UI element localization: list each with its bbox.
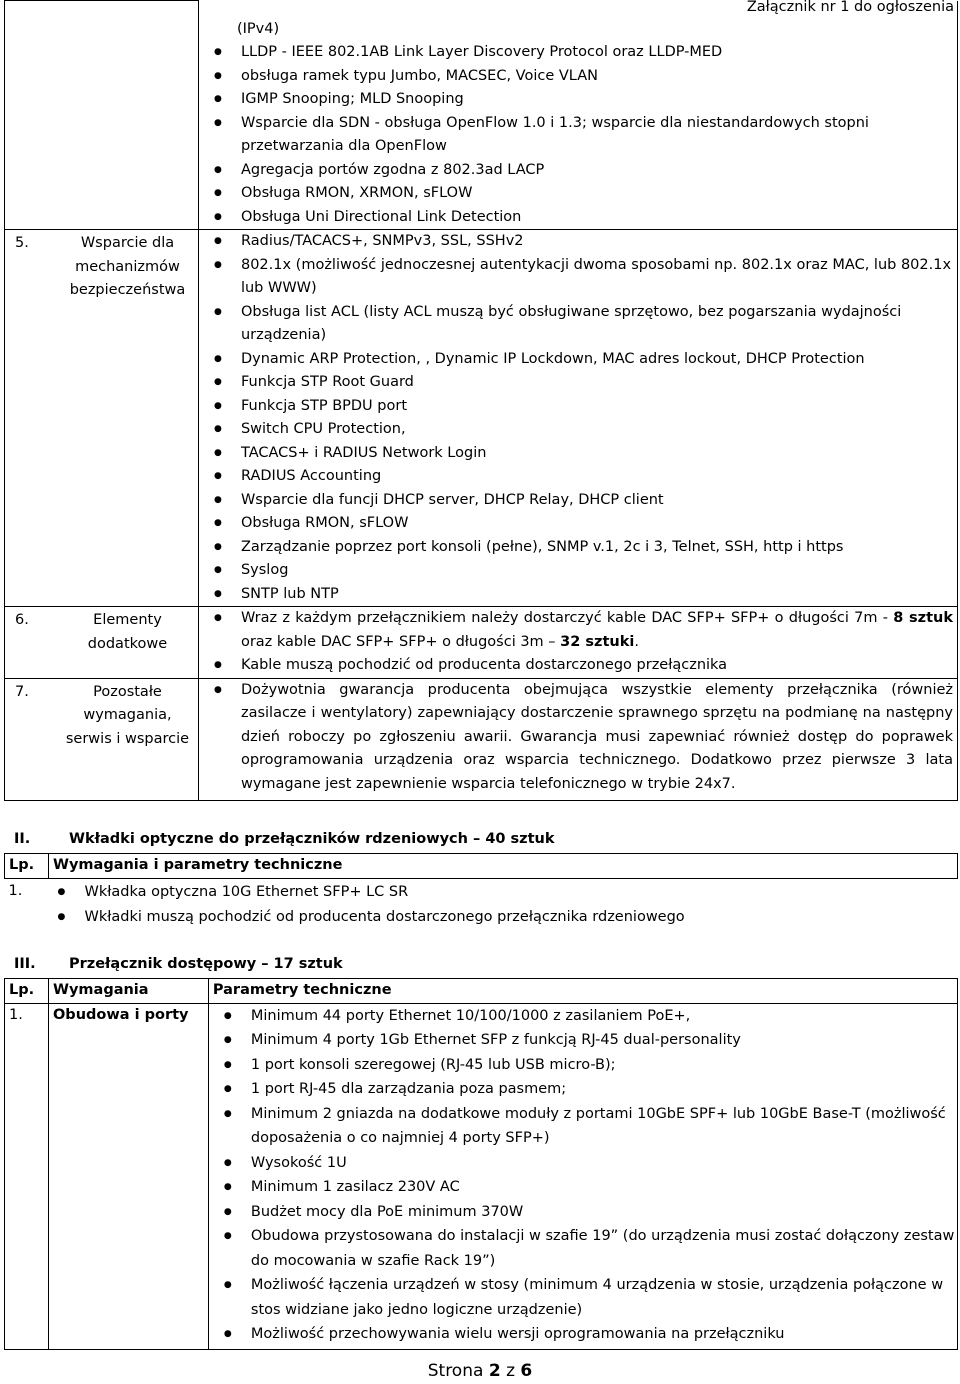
list-item: ● Syslog xyxy=(199,559,957,583)
list-item: ● TACACS+ i RADIUS Network Login xyxy=(199,442,957,466)
row-number: 6. xyxy=(15,612,29,628)
list-item: ● Minimum 2 gniazda na dodatkowe moduły z portami 10GbE SPF+ lub 10GbE Base-T (możliwość doposażenia o co najmniej 4 porty SFP+) xyxy=(209,1102,957,1151)
list-item: ● Wsparcie dla SDN - obsługa OpenFlow 1.0 i 1.3; wsparcie dla niestandardowych stopni przetwarzania dla OpenFlow xyxy=(199,112,957,159)
list-item: ● Budżet mocy dla PoE minimum 370W xyxy=(209,1200,957,1225)
table-row xyxy=(5,230,958,607)
requirements-table-1 xyxy=(4,0,958,801)
list-item: (IPv4) xyxy=(236,20,280,37)
list-item: ● 802.1x (możliwość jednoczesnej autentykacji dwoma sposobami np. 802.1x oraz MAC, lub 802.1x lub WWW) xyxy=(199,254,957,301)
list-item: ● Funkcja STP BPDU port xyxy=(199,395,957,419)
column-header-requirements: Wymagania xyxy=(48,979,208,1004)
page-total: 6 xyxy=(520,1361,533,1381)
list-item: ● IGMP Snooping; MLD Snooping xyxy=(199,88,957,112)
attachment-note: Załącznik nr 1 do ogłoszenia xyxy=(746,0,954,15)
row-number: 1. xyxy=(5,1003,49,1349)
list-item: ● Wsparcie dla funcji DHCP server, DHCP Relay, DHCP client xyxy=(199,489,957,513)
feature-list xyxy=(199,18,957,230)
list-item: ● Wkładki muszą pochodzić od producenta dostarczonego przełącznika rdzeniowego xyxy=(43,905,958,930)
row-number: 5. xyxy=(15,235,29,251)
row-label: Wsparcie dla mechanizmów bezpieczeństwa xyxy=(69,235,186,298)
table-row xyxy=(5,678,958,801)
security-list xyxy=(199,230,957,606)
list-item: ● Dynamic ARP Protection, , Dynamic IP Lockdown, MAC adres lockout, DHCP Protection xyxy=(199,348,957,372)
list-item: ● LLDP - IEEE 802.1AB Link Layer Discovery Protocol oraz LLDP-MED xyxy=(199,41,957,65)
table-row xyxy=(5,1003,958,1349)
requirements-table-2 xyxy=(4,853,958,930)
list-item: ● Możliwość łączenia urządzeń w stosy (minimum 4 urządzenia w stosie, urządzenia połączone w stos widziane jako jedno logiczne urządzenie) xyxy=(209,1273,957,1322)
column-header-parameters: Parametry techniczne xyxy=(208,979,957,1004)
list-item: ● Obudowa przystosowana do instalacji w szafie 19” (do urządzenia musi zostać dołączony zestaw do mocowania w szafie Rack 19”) xyxy=(209,1224,957,1273)
table-row xyxy=(5,878,958,930)
list-item: ● Radius/TACACS+, SNMPv3, SSL, SSHv2 xyxy=(199,230,957,254)
page-footer: Strona 2 z 6 xyxy=(427,1361,533,1381)
requirements-table-3 xyxy=(4,978,958,1350)
list-item: ● RADIUS Accounting xyxy=(199,465,957,489)
column-header-requirements: Wymagania i parametry techniczne xyxy=(48,854,957,879)
list-item: ● Funkcja STP Root Guard xyxy=(199,371,957,395)
extras-list xyxy=(199,607,957,678)
list-item: ● SNTP lub NTP xyxy=(199,583,957,607)
row-label: Elementy dodatkowe xyxy=(87,612,168,652)
table-row xyxy=(5,1,958,230)
row-label: Obudowa i porty xyxy=(48,1003,208,1349)
warranty-text: ● Dożywotnia gwarancja producenta obejmująca wszystkie elementy przełącznika (również zasilacze i wentylatory) zapewniający dostarczenie sprawnego sprzętu na podmianę na następny dzień roboczy po zgłoszeniu awarii. Gwarancja musi zapewniać również dostęp do poprawek oprogramowania urządzenia oraz wsparcia technicznego. Dodatkowo przez pierwsze 3 lata wymagane jest zapewnienie wsparcia telefonicznego w trybie 24x7. xyxy=(199,679,957,797)
list-item: ● Wraz z każdym przełącznikiem należy dostarczyć kable DAC SFP+ SFP+ o długości 7m - 8 sztuk oraz kable DAC SFP+ SFP+ o długości 3m – 32 sztuki. xyxy=(199,607,957,654)
list-item: ● Minimum 1 zasilacz 230V AC xyxy=(209,1175,957,1200)
section-3-heading: III. Przełącznik dostępowy – 17 sztuk xyxy=(14,956,343,972)
table-header-row xyxy=(5,854,958,879)
list-item: ● Wkładka optyczna 10G Ethernet SFP+ LC SR xyxy=(43,880,958,905)
column-header-lp: Lp. xyxy=(5,854,49,879)
row-number: 1. xyxy=(8,882,23,899)
list-item: ● Obsługa list ACL (listy ACL muszą być obsługiwane sprzętowo, bez pogarszania wydajności urządzenia) xyxy=(199,301,957,348)
list-item: ● Obsługa Uni Directional Link Detection xyxy=(199,206,957,230)
optics-list xyxy=(43,880,958,930)
table-header-row xyxy=(5,979,958,1004)
page-number: 2 xyxy=(488,1361,501,1381)
list-item: ● 1 port konsoli szeregowej (RJ-45 lub USB micro-B); xyxy=(209,1053,957,1078)
section-2-heading: II. Wkładki optyczne do przełączników rdzeniowych – 40 sztuk xyxy=(14,831,555,847)
list-item: ● Możliwość przechowywania wielu wersji oprogramowania na przełączniku xyxy=(209,1322,957,1347)
row-label: Pozostałe wymagania, serwis i wsparcie xyxy=(65,683,190,747)
list-item: ● obsługa ramek typu Jumbo, MACSEC, Voice VLAN xyxy=(199,65,957,89)
list-item: ● Switch CPU Protection, xyxy=(199,418,957,442)
list-item: ● Agregacja portów zgodna z 802.3ad LACP xyxy=(199,159,957,183)
list-item: ● Zarządzanie poprzez port konsoli (pełne), SNMP v.1, 2c i 3, Telnet, SSH, http i https xyxy=(199,536,957,560)
list-item: ● Minimum 44 porty Ethernet 10/100/1000 z zasilaniem PoE+, xyxy=(209,1004,957,1029)
row-number: 7. xyxy=(15,683,29,700)
column-header-lp: Lp. xyxy=(5,979,49,1004)
switch-params-list xyxy=(209,1004,957,1347)
list-item: ● Minimum 4 porty 1Gb Ethernet SFP z funkcją RJ-45 dual-personality xyxy=(209,1028,957,1053)
table-row xyxy=(5,607,958,679)
list-item: ● Obsługa RMON, sFLOW xyxy=(199,512,957,536)
list-item: ● Kable muszą pochodzić od producenta dostarczonego przełącznika xyxy=(199,654,957,678)
list-item: ● Wysokość 1U xyxy=(209,1151,957,1176)
list-item: ● Obsługa RMON, XRMON, sFLOW xyxy=(199,182,957,206)
list-item: ● 1 port RJ-45 dla zarządzania poza pasmem; xyxy=(209,1077,957,1102)
